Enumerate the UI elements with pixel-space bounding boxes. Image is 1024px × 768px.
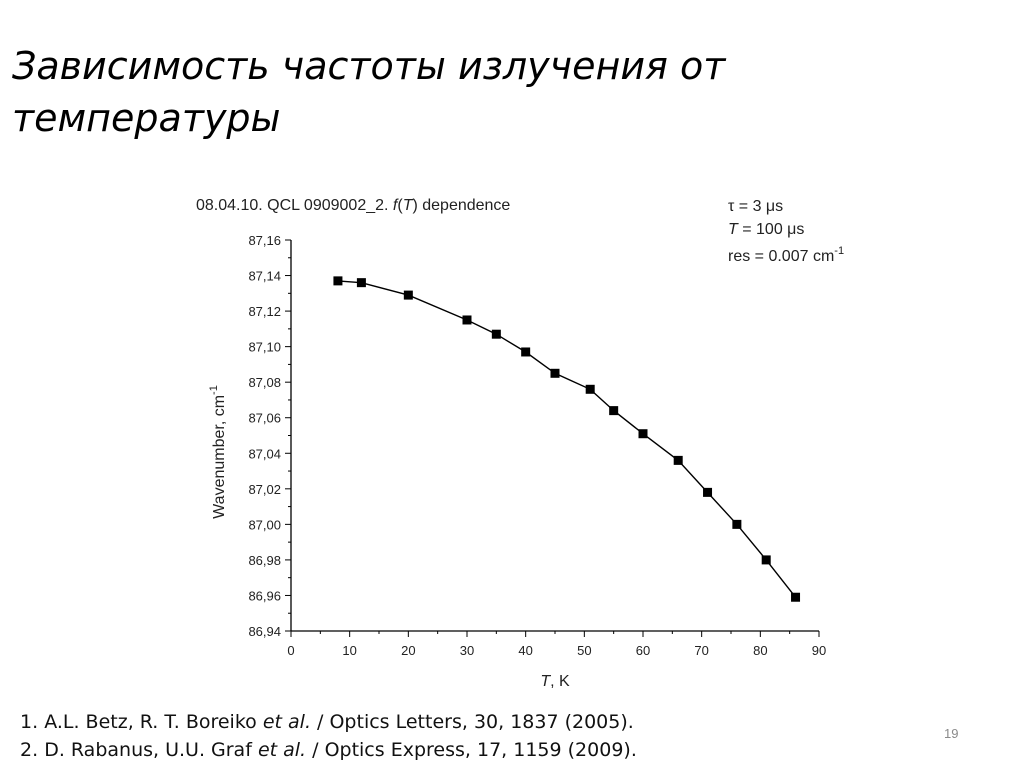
x-tick-label: 10 <box>342 643 357 658</box>
references <box>20 708 920 764</box>
x-tick-label: 90 <box>811 643 827 658</box>
data-point <box>732 520 741 529</box>
data-point <box>492 330 501 339</box>
data-point <box>762 555 771 564</box>
x-tick-label: 50 <box>577 643 592 658</box>
data-point <box>463 315 472 324</box>
slide-title-line-2: температуры <box>12 96 281 140</box>
x-tick-label: 30 <box>459 643 475 658</box>
y-tick-label: 87,02 <box>248 481 281 497</box>
data-point <box>609 406 618 415</box>
y-tick-label: 87,14 <box>248 268 281 284</box>
series-polyline <box>338 281 796 597</box>
data-point <box>333 276 342 285</box>
y-tick-label: 87,00 <box>248 517 281 533</box>
annotation-resolution: res = 0.007 $cm^{-1}$ <box>728 245 845 265</box>
slide-title-line-1: Зависимость частоты излучения от <box>12 44 726 88</box>
x-tick-label: 70 <box>694 643 709 658</box>
data-point <box>703 488 712 497</box>
data-point <box>404 291 413 300</box>
y-tick-label: 87,12 <box>248 304 281 320</box>
y-tick-label: 87,08 <box>248 375 281 391</box>
y-tick-label: 87,16 <box>248 233 281 248</box>
data-point <box>586 385 595 394</box>
data-point <box>674 456 683 465</box>
x-tick-label: 60 <box>635 643 651 658</box>
x-tick-label: 20 <box>401 643 416 658</box>
x-tick-label: 0 <box>287 643 295 658</box>
reference-1: 1. A.L. Betz, R. T. Boreiko et al. / Optics Letters, 30, 1837 (2005). <box>20 711 634 733</box>
data-point <box>791 593 800 602</box>
data-point <box>639 429 648 438</box>
data-point <box>521 347 530 356</box>
chart-title: 08.04.10. QCL 0909002_2. f(T) dependence <box>196 197 511 214</box>
y-axis-label: Wavenumber, $cm^{-1}$ <box>208 385 228 519</box>
y-tick-label: 86,96 <box>248 588 281 604</box>
annotation-tau: τ = 3 μs <box>728 198 784 215</box>
x-tick-label: 80 <box>753 643 768 658</box>
x-axis-label: T, K <box>540 673 570 690</box>
y-tick-label: 87,04 <box>248 446 281 462</box>
y-axis-ticks <box>248 233 291 639</box>
y-tick-label: 87,10 <box>248 339 281 355</box>
reference-2: 2. D. Rabanus, U.U. Graf et al. / Optics Express, 17, 1159 (2009). <box>20 739 637 761</box>
y-tick-label: 86,94 <box>248 624 281 639</box>
x-tick-label: 40 <box>518 643 533 658</box>
page-number: 19 <box>944 726 959 741</box>
x-axis-ticks <box>287 631 826 658</box>
annotation-period: T = 100 μs <box>728 221 805 238</box>
data-points <box>333 276 800 601</box>
series-line <box>338 281 796 597</box>
data-point <box>357 278 366 287</box>
y-tick-label: 86,98 <box>248 552 281 568</box>
data-point <box>551 369 560 378</box>
y-tick-label: 87,06 <box>248 410 281 426</box>
chart-axes <box>291 240 819 631</box>
